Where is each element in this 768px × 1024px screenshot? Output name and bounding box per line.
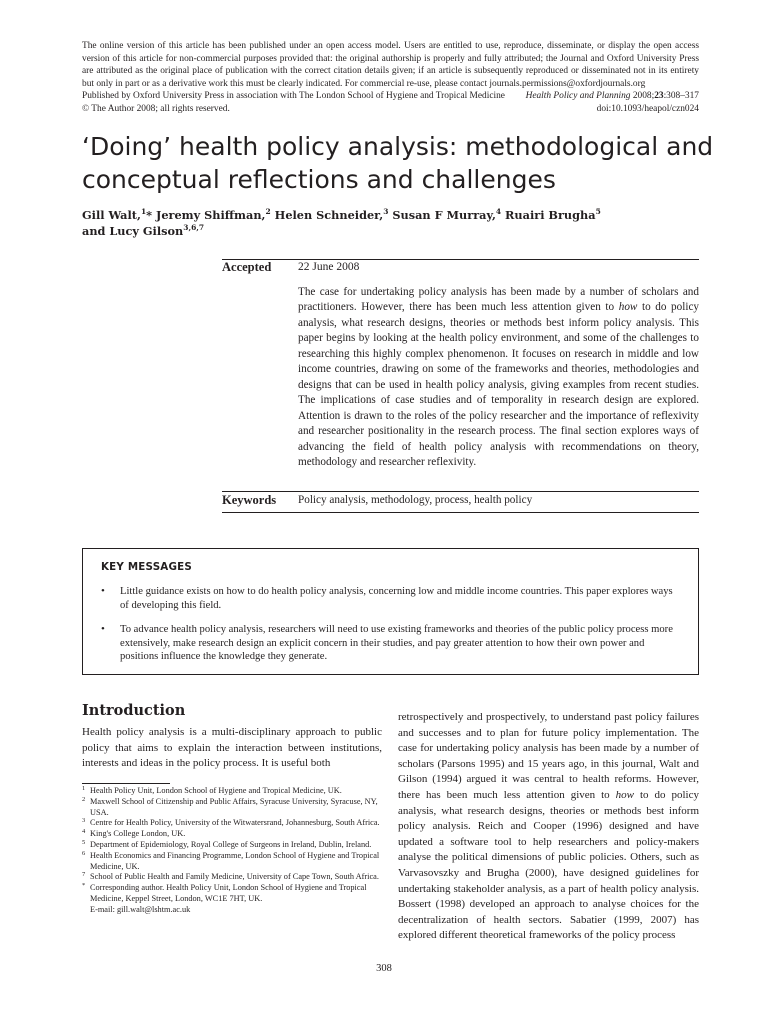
accepted-top-rule <box>222 259 699 260</box>
author: Helen Schneider,$^3$ <box>274 207 389 222</box>
body-text-right: retrospectively and prospectively, to understand past policy failures and successes and to plan for future policy implementation. The case for undertaking policy analysis has been made by a number of scholars (Parsons 1995) and 15 years ago, in this journal, Walt and Gilson (1994) argued it was central to health reforms. However, there has been much less attention given to how to do policy analysis, what research designs, theories or methods best inform policy analysis. Reich and Cooper (1996) designed and have updated a software tool to help researchers and policy-makers analyse the political dimensions of public policies. Others, such as Varvasovszky and Brugha (2000), have designed guidelines for undertaking stakeholder analysis, as a part of health policy analysis. Bossert (1998) developed an approach to analyse choices for the decentralization of health sectors. Sabatier (1999, 2007) has explored different theoretical frameworks of the policy process <box>398 711 699 942</box>
key-message-item: • To advance health policy analysis, researchers will need to use existing frameworks and theories of the public policy process more extensively, make research design an explicit concern in their studies, and pay greater attention to how their own power and positions influence the knowledge they generate. <box>101 623 673 662</box>
keywords-label: Keywords <box>222 493 277 507</box>
key-message-item: • Little guidance exists on how to do health policy analysis, concerning low and middle income countries. This paper explores ways of developing this field. <box>101 585 673 611</box>
author-list <box>82 207 702 239</box>
abstract-emphasis: how <box>618 301 638 314</box>
journal-year: 2008; <box>632 91 655 102</box>
footnote: 6 Health Economics and Financing Programme, London School of Hygiene and Tropical Medicine, UK. <box>82 849 380 871</box>
keywords: Policy analysis, methodology, process, health policy <box>298 494 533 506</box>
author: Susan F Murray,$^4$ <box>392 207 502 222</box>
footnote: 2 Maxwell School of Citizenship and Public Affairs, Syracuse University, Syracuse, NY, USA. <box>82 795 378 817</box>
publisher-row <box>82 90 699 103</box>
author: Ruairi Brugha$^5$ <box>505 207 601 222</box>
key-messages-title: KEY MESSAGES <box>101 561 192 573</box>
footnote-rule <box>82 783 170 784</box>
doi[interactable]: doi:10.1093/heapol/czn024 <box>596 103 699 114</box>
bullet-icon: • <box>101 623 105 635</box>
journal-name: Health Policy and Planning <box>525 91 631 102</box>
section-heading-introduction: Introduction <box>82 702 186 719</box>
copyright-row <box>82 103 699 116</box>
footnote: 1 Health Policy Unit, London School of Hygiene and Tropical Medicine, UK. <box>82 785 342 795</box>
keywords-top-rule <box>222 491 699 492</box>
footnote: 4 King's College London, UK. <box>82 828 186 839</box>
open-access-notice <box>82 40 699 116</box>
key-messages-box <box>82 548 699 675</box>
accepted-label: Accepted <box>222 260 272 274</box>
author: and Lucy Gilson$^{3,6,7}$ <box>82 223 205 238</box>
publisher-line: Published by Oxford University Press in association with The London School of Hygiene and Tropical Medicine <box>82 91 505 102</box>
footnote: 5 Department of Epidemiology, Royal College of Surgeons in Ireland, Dublin, Ireland. <box>82 838 372 849</box>
footnote-list <box>82 786 382 916</box>
article-title: ‘Doing’ health policy analysis: methodological and conceptual reflections and challenges <box>82 132 714 194</box>
author: Jeremy Shiffman,$^2$ <box>156 207 271 222</box>
journal-volume: 23 <box>654 91 664 102</box>
open-access-text: The online version of this article has been published under an open access model. Users are entitled to use, reproduce, disseminate, or display the open access version of this article for non-commercial purposes provided that: the original authorship is properly and fully attributed; the Journal and Oxford University Press are attributed as the original place of publication with the correct citation details given; if an article is subsequently reproduced or disseminated not in its entirety but only in part or as a derivative work this must be clearly indicated. For commercial re-use, please contact journals.permissions@oxfordjournals.org <box>82 41 699 89</box>
accepted-date: 22 June 2008 <box>298 261 360 273</box>
page-number: 308 <box>376 963 392 974</box>
body-text-left: Health policy analysis is a multi-disciplinary approach to public policy that aims to explain the interaction between institutions, interests and ideas in the policy process. It is useful both <box>82 726 382 770</box>
footnote: 7 School of Public Health and Family Medicine, University of Cape Town, South Africa. <box>82 871 379 882</box>
body-emphasis: how <box>615 788 634 801</box>
footnote: 3 Centre for Health Policy, University of the Witwatersrand, Johannesburg, South Africa. <box>82 817 380 828</box>
journal-citation <box>526 90 699 103</box>
copyright: © The Author 2008; all rights reserved. <box>82 103 230 114</box>
author: Gill Walt,$^1$* <box>82 207 156 222</box>
footnote: * Corresponding author. Health Policy Unit, London School of Hygiene and Tropical Medicine, Keppel Street, London, WC1E 7HT, UK. <box>82 882 367 903</box>
keywords-bottom-rule <box>222 512 699 513</box>
footnote-email[interactable]: E-mail: gill.walt@lshtm.ac.uk <box>90 904 191 914</box>
bullet-icon: • <box>101 585 105 597</box>
abstract: The case for undertaking policy analysis has been made by a number of scholars and practitioners. However, there has been much less attention given to how to do policy analysis, what research designs, theories or methods best inform policy analysis. This paper begins by looking at the health policy environment, and some of the challenges to researching this highly complex phenomenon. It focuses on research in middle and low income countries, drawing on some of the frameworks and theories, methodologies and designs that can be used in health policy analysis, giving examples from recent studies. The implications of case studies and of temporality in research design are explored. Attention is drawn to the roles of the policy researcher and the importance of reflexivity and researcher positionality in the research process. The final section explores ways of advancing the field of health policy analysis with recommendations on theory, methodology and researcher reflexivity. <box>298 286 700 468</box>
journal-pages: :308–317 <box>663 91 699 102</box>
